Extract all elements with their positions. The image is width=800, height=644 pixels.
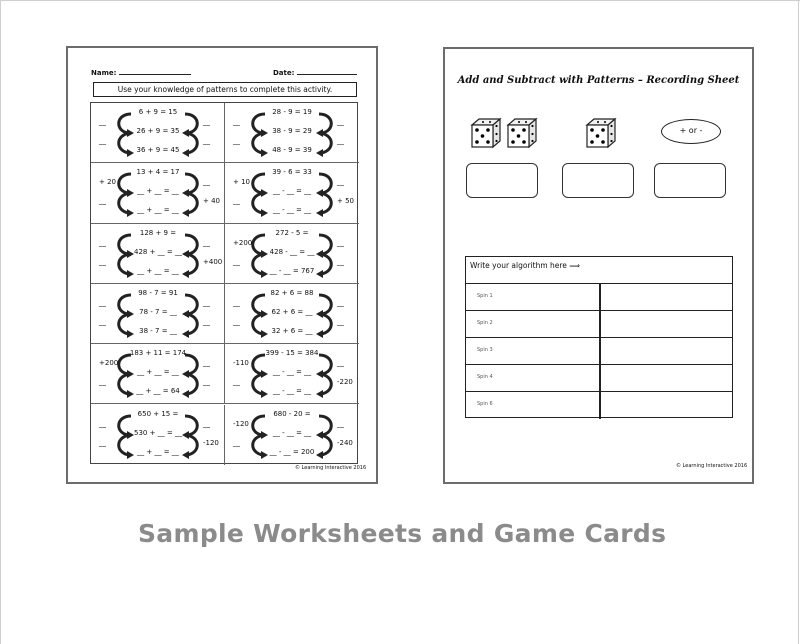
problem-cell [225, 224, 359, 284]
right-rule-text: -240 [337, 438, 353, 447]
right-rule-text: __ [337, 298, 344, 307]
left-rule-text: -110 [233, 359, 249, 368]
equation-text: __ - __ = 767 [269, 266, 315, 275]
problem-cell [225, 344, 359, 404]
worksheet-copyright: © Learning Interactive 2016 [295, 465, 367, 471]
left-rule-text: __ [233, 298, 240, 307]
equation-text: __ + __ = __ [137, 187, 179, 196]
left-rule-text: __ [99, 378, 106, 387]
patterns-worksheet [66, 46, 378, 484]
right-rule-text: + 50 [337, 197, 354, 206]
equation-text: 128 + 9 = [139, 228, 177, 237]
spin-label: Spin 2 [477, 320, 493, 326]
recording-sheet-title: Add and Subtract with Patterns – Recording Sheet [457, 75, 740, 86]
problem-cell [225, 163, 359, 223]
left-rule-text: __ [99, 317, 106, 326]
equation-text: 38 - 7 = __ [139, 326, 177, 335]
left-rule-text: __ [99, 257, 106, 266]
frame-right-line [798, 0, 799, 644]
right-rule-text: + 40 [203, 197, 220, 206]
operator-oval: + or - [661, 119, 721, 144]
right-rule-text: __ [337, 257, 344, 266]
left-rule-text: __ [233, 137, 240, 145]
dice-icon [506, 117, 538, 149]
equation-text: 38 - 9 = 29 [272, 127, 312, 135]
equation-text: 26 + 9 = 35 [136, 127, 180, 135]
equation-text: 62 + 6 = __ [271, 307, 313, 316]
left-rule-text: +200 [233, 238, 253, 247]
frame-left-line [0, 0, 1, 644]
equation-text: 399 - 15 = 384 [265, 349, 319, 358]
equation-text: __ - __ = __ [272, 387, 312, 396]
equation-text: __ - __ = __ [272, 368, 312, 377]
problem-cell [91, 163, 225, 223]
right-rule-text: __ [203, 317, 210, 326]
problem-cell [91, 103, 225, 163]
equation-text: __ - __ = 200 [269, 447, 315, 456]
spin-label: Spin 4 [477, 374, 493, 380]
dice-icon [585, 117, 617, 149]
left-rule-text: __ [233, 438, 240, 447]
equation-text: 28 - 9 = 19 [272, 108, 312, 116]
right-rule-text: __ [203, 419, 210, 428]
right-rule-text: -220 [337, 378, 353, 387]
right-rule-text: __ [337, 118, 344, 126]
equation-text: 48 - 9 = 39 [272, 146, 312, 154]
left-rule-text: __ [99, 238, 106, 247]
problem-cell [91, 405, 225, 465]
right-rule-text: __ [337, 359, 344, 368]
equation-text: 36 + 9 = 45 [136, 146, 180, 154]
spin-label: Spin 3 [477, 347, 493, 353]
equation-text: __ - __ = __ [272, 428, 312, 437]
equation-text: 78 - 7 = __ [139, 307, 177, 316]
spin-row [466, 284, 732, 311]
problem-cell [91, 284, 225, 344]
recording-sheet [443, 47, 754, 484]
right-rule-text: __ [203, 378, 210, 387]
equation-text: 39 - 6 = 33 [272, 168, 312, 177]
instruction-box: Use your knowledge of patterns to complete this activity. [93, 82, 357, 97]
equation-text: 82 + 6 = 88 [270, 288, 314, 297]
right-rule-text: __ [203, 298, 210, 307]
left-rule-text: __ [99, 419, 106, 428]
equation-text: 13 + 4 = 17 [136, 168, 180, 177]
left-rule-text: __ [233, 378, 240, 387]
spin-row [466, 392, 732, 419]
equation-text: __ + __ = __ [137, 447, 179, 456]
algorithm-header: Write your algorithm here ⟹ [466, 257, 732, 284]
spin-row [466, 365, 732, 392]
problem-cell [225, 405, 359, 465]
equation-text: __ + __ = __ [137, 206, 179, 215]
left-rule-text: __ [99, 438, 106, 447]
equation-text: 98 - 7 = 91 [138, 288, 178, 297]
right-rule-text: __ [337, 178, 344, 187]
right-rule-text: -120 [203, 438, 219, 447]
problem-cell [91, 344, 225, 404]
right-rule-text: __ [203, 359, 210, 368]
answer-box-1 [466, 163, 538, 198]
left-rule-text: __ [99, 118, 106, 126]
equation-text: 6 + 9 = 15 [138, 108, 178, 116]
frame-top-line [0, 0, 800, 1]
answer-box-3 [654, 163, 726, 198]
spin-row [466, 311, 732, 338]
equation-text: __ - __ = __ [272, 206, 312, 215]
right-rule-text: __ [337, 137, 344, 145]
equation-text: 680 - 20 = [273, 409, 311, 418]
problem-cell [225, 284, 359, 344]
equation-text: 32 + 6 = __ [271, 326, 313, 335]
right-rule-text: __ [203, 137, 210, 145]
equation-text: __ + __ = __ [137, 266, 179, 275]
left-rule-text: __ [99, 137, 106, 145]
equation-text: 530 + __ = __ [134, 428, 182, 437]
left-rule-text: __ [233, 317, 240, 326]
left-rule-text: __ [99, 197, 106, 206]
answer-box-2 [562, 163, 634, 198]
right-rule-text: +400 [203, 257, 223, 266]
right-rule-text: __ [203, 118, 210, 126]
left-rule-text: __ [233, 118, 240, 126]
problem-cell [91, 224, 225, 284]
equation-text: 428 + __ = __ [134, 247, 182, 256]
left-rule-text: + 10 [233, 178, 250, 187]
name-field [91, 69, 191, 77]
equation-text: 428 - __ = __ [269, 247, 315, 256]
right-rule-text: __ [203, 178, 210, 187]
right-rule-text: __ [203, 238, 210, 247]
left-rule-text: __ [233, 257, 240, 266]
right-rule-text: __ [337, 238, 344, 247]
equation-text: __ - __ = __ [272, 187, 312, 196]
problem-cell [225, 103, 359, 163]
algorithm-table [465, 256, 733, 418]
spin-label: Spin 6 [477, 401, 493, 407]
name-label: Name: [91, 69, 117, 77]
spin-row [466, 338, 732, 365]
equation-text: 272 - 5 = [275, 228, 309, 237]
right-rule-text: __ [337, 317, 344, 326]
equation-text: 183 + 11 = 174 [129, 349, 187, 358]
left-rule-text: __ [99, 298, 106, 307]
date-label: Date: [273, 69, 295, 77]
left-rule-text: +200 [99, 359, 119, 368]
left-rule-text: + 20 [99, 178, 116, 187]
left-rule-text: -120 [233, 419, 249, 428]
problem-grid [90, 102, 358, 464]
page-caption: Sample Worksheets and Game Cards [138, 519, 667, 548]
right-rule-text: __ [337, 419, 344, 428]
dice-icon [470, 117, 502, 149]
equation-text: 650 + 15 = [137, 409, 179, 418]
spin-label: Spin 1 [477, 293, 493, 299]
recording-copyright: © Learning Interactive 2016 [676, 463, 748, 469]
equation-text: __ + __ = 64 [136, 387, 180, 396]
date-field [273, 69, 357, 77]
equation-text: __ + __ = __ [137, 368, 179, 377]
left-rule-text: __ [233, 197, 240, 206]
